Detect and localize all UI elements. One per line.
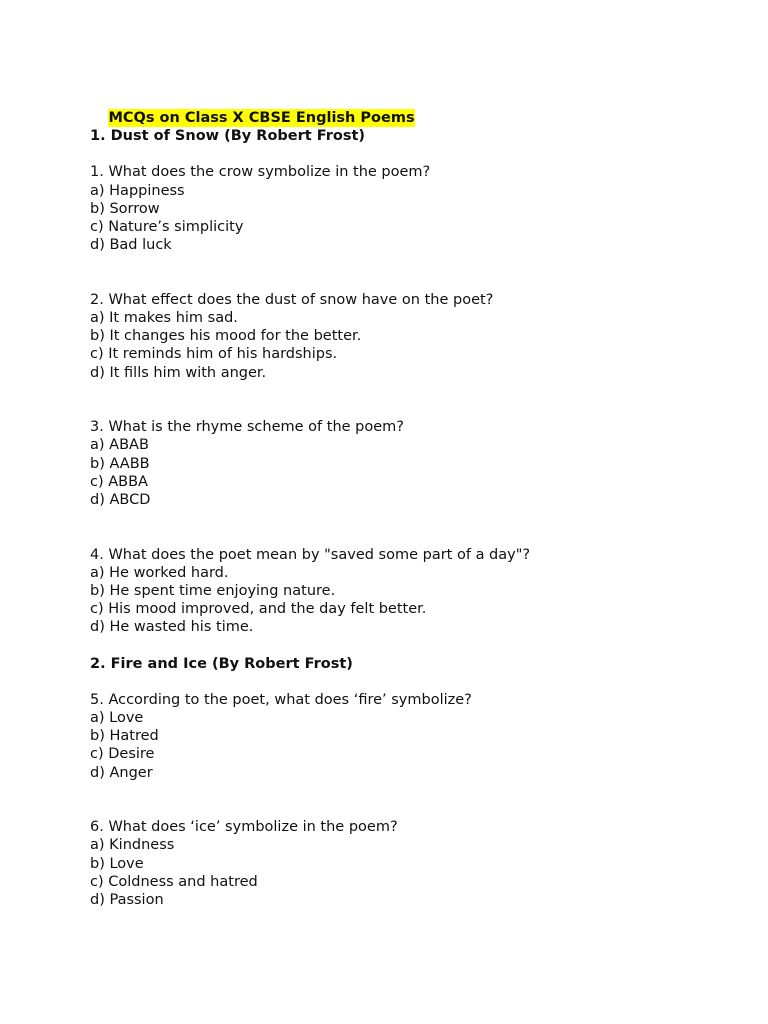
question-text: 6. What does ‘ice’ symbolize in the poem? [90, 819, 398, 836]
question-text: 1. What does the crow symbolize in the poem? [90, 164, 431, 181]
option-b: b) AABB [90, 455, 150, 472]
option-b: b) He spent time enjoying nature. [90, 583, 336, 600]
question-1 [90, 163, 730, 254]
option-b: b) It changes his mood for the better. [90, 328, 362, 345]
option-d: d) It fills him with anger. [90, 364, 267, 381]
option-d: d) Passion [90, 892, 164, 908]
question-text: 5. According to the poet, what does ‘fire’ symbolize? [90, 691, 472, 708]
question-text: 4. What does the poet mean by "saved some part of a day"? [90, 546, 531, 563]
option-c: c) Coldness and hatred [90, 873, 258, 890]
option-b: b) Hatred [90, 728, 159, 745]
question-3 [90, 418, 730, 509]
option-c: c) Desire [90, 746, 155, 763]
option-a: a) Love [90, 710, 144, 726]
spacer [90, 673, 730, 691]
spacer [90, 254, 730, 291]
option-b: b) Sorrow [90, 200, 160, 217]
spacer [90, 782, 730, 819]
question-6 [90, 818, 730, 909]
option-d: d) He wasted his time. [90, 619, 254, 636]
option-c: c) Nature’s simplicity [90, 218, 244, 235]
option-c: c) ABBA [90, 473, 148, 490]
option-c: c) His mood improved, and the day felt better. [90, 601, 427, 618]
option-a: a) Kindness [90, 837, 175, 854]
document-page [90, 91, 730, 909]
option-a: a) ABAB [90, 437, 149, 454]
option-b: b) Love [90, 855, 144, 872]
question-2 [90, 291, 730, 382]
option-d: d) ABCD [90, 492, 151, 508]
question-text: 3. What is the rhyme scheme of the poem? [90, 419, 404, 436]
option-a: a) It makes him sad. [90, 310, 238, 326]
question-5 [90, 691, 730, 782]
section-heading-fire-and-ice: 2. Fire and Ice (By Robert Frost) [90, 655, 353, 672]
spacer [90, 637, 730, 655]
option-d: d) Anger [90, 764, 153, 781]
document-title: MCQs on Class X CBSE English Poems [108, 110, 415, 127]
spacer [90, 509, 730, 546]
section-heading-dust-of-snow: 1. Dust of Snow (By Robert Frost) [90, 128, 366, 145]
spacer [90, 145, 730, 163]
option-c: c) It reminds him of his hardships. [90, 346, 338, 363]
spacer [90, 382, 730, 419]
option-d: d) Bad luck [90, 237, 172, 254]
option-a: a) Happiness [90, 182, 185, 199]
title-line [90, 91, 730, 127]
question-4 [90, 546, 730, 637]
option-a: a) He worked hard. [90, 564, 229, 581]
question-text: 2. What effect does the dust of snow have on the poet? [90, 291, 494, 308]
